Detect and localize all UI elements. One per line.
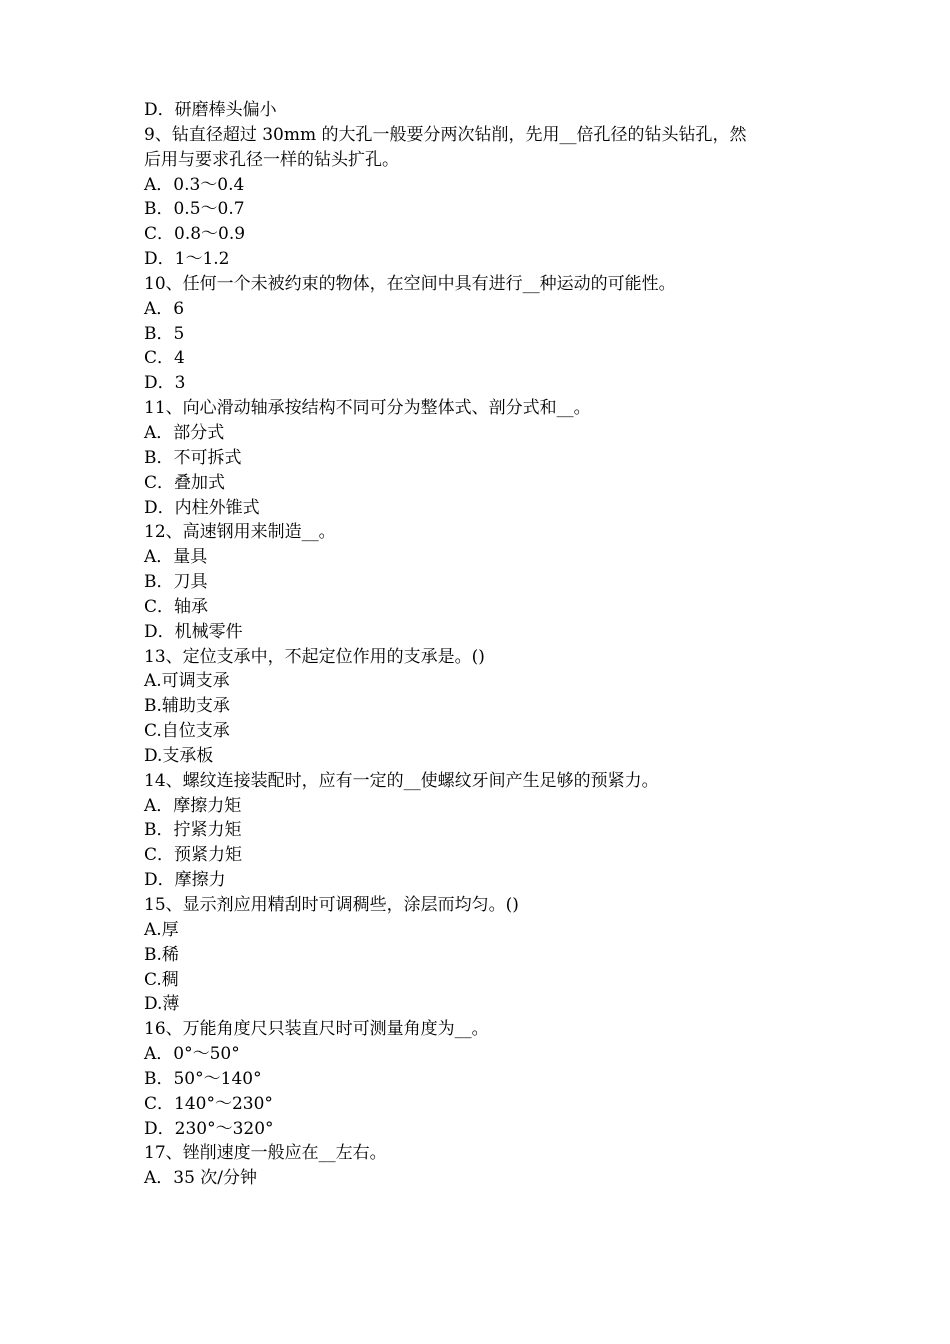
- question-text: 13、定位支承中，不起定位作用的支承是。(): [144, 646, 485, 667]
- answer-option: D．230°～320°: [144, 1118, 274, 1139]
- answer-option: B．0.5～0.7: [144, 199, 245, 220]
- answer-option: B.稀: [144, 944, 179, 965]
- answer-option: C.自位支承: [144, 721, 230, 742]
- answer-option: D．3: [144, 373, 186, 394]
- answer-option: C.稠: [144, 969, 179, 990]
- answer-option: A.厚: [144, 919, 179, 940]
- question-text-continued: 后用与要求孔径一样的钻头扩孔。: [144, 149, 399, 170]
- answer-option: B.辅助支承: [144, 696, 230, 717]
- document-page: [144, 98, 824, 1191]
- question-text: 12、高速钢用来制造__。: [144, 522, 336, 543]
- answer-option: C．4: [144, 348, 185, 369]
- answer-option: D.薄: [144, 994, 180, 1015]
- answer-option: D.支承板: [144, 745, 214, 766]
- answer-option: D．1～1.2: [144, 249, 230, 270]
- question-text: 15、显示剂应用精刮时可调稠些，涂层而均匀。(): [144, 895, 519, 915]
- answer-option: B．拧紧力矩: [144, 820, 242, 841]
- answer-option: A．摩擦力矩: [144, 795, 242, 816]
- answer-option: D．机械零件: [144, 621, 243, 642]
- answer-option: C．140°～230°: [144, 1093, 273, 1114]
- answer-option: D．摩擦力: [144, 870, 226, 891]
- question-text: 16、万能角度尺只装直尺时可测量角度为__。: [144, 1019, 489, 1040]
- answer-option: A．部分式: [144, 422, 225, 443]
- answer-option: A．6: [144, 298, 185, 319]
- answer-option: D．内柱外锥式: [144, 497, 260, 518]
- answer-option: B．50°～140°: [144, 1068, 262, 1089]
- question-text: 10、任何一个未被约束的物体，在空间中具有进行__种运动的可能性。: [144, 273, 676, 294]
- question-text: 9、钻直径超过 30mm 的大孔一般要分两次钻削，先用__倍孔径的钻头钻孔，然: [144, 124, 747, 145]
- answer-option: A．0°～50°: [144, 1044, 240, 1065]
- answer-option: C．0.8～0.9: [144, 224, 246, 245]
- answer-option: B．不可拆式: [144, 447, 242, 468]
- answer-option: C．叠加式: [144, 472, 226, 493]
- answer-option: C．预紧力矩: [144, 845, 243, 866]
- answer-option: A.可调支承: [144, 671, 230, 692]
- answer-option: C．轴承: [144, 596, 209, 617]
- answer-option: D．研磨棒头偏小: [144, 100, 277, 120]
- question-text: 11、向心滑动轴承按结构不同可分为整体式、剖分式和__。: [144, 398, 591, 419]
- answer-option: A．量具: [144, 547, 208, 568]
- answer-option: B．刀具: [144, 572, 208, 593]
- answer-option: A．0.3～0.4: [144, 174, 245, 195]
- question-text: 17、锉削速度一般应在__左右。: [144, 1143, 387, 1164]
- question-text: 14、螺纹连接装配时，应有一定的__使螺纹牙间产生足够的预紧力。: [144, 770, 659, 791]
- answer-option: A．35 次/分钟: [144, 1168, 258, 1189]
- answer-option: B．5: [144, 323, 185, 344]
